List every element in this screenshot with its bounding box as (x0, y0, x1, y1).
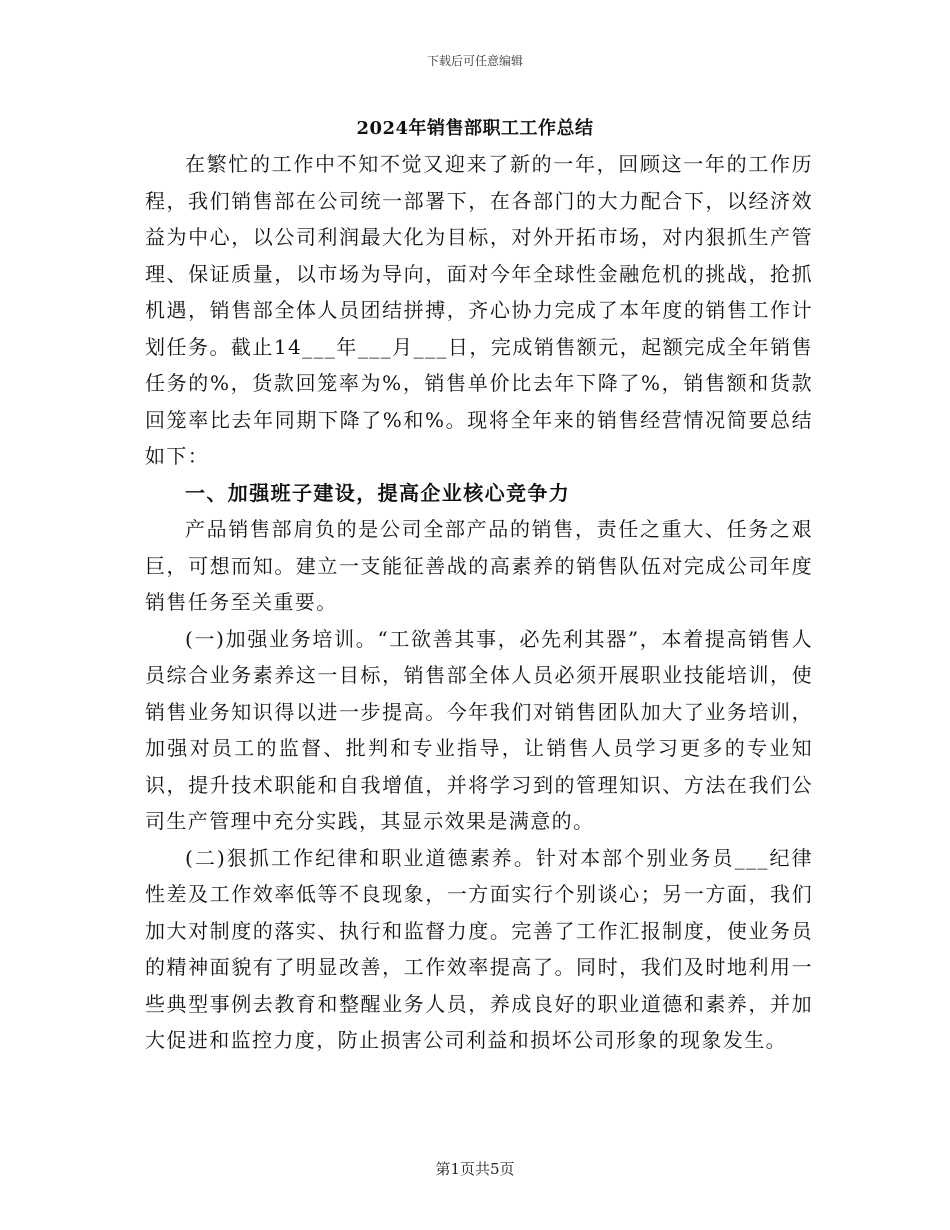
item-1-paragraph: (一)加强业务培训。“工欲善其事，必先利其器”，本着提高销售人员综合业务素养这一目标，销售部全体人员必须开展职业技能培训，使销售业务知识得以进一步提高。今年我们对销售团队加大了业务培训，加强对员工的监督、批判和专业指导，让销售人员学习更多的专业知识，提升技术职能和自我增值，并将学习到的管理知识、方法在我们公司生产管理中充分实践，其显示效果是满意的。 (145, 626, 813, 833)
document-title: 2024年销售部职工工作总结 (356, 118, 594, 139)
item-2-paragraph: (二)狠抓工作纪律和职业道德素养。针对本部个别业务员___纪律性差及工作效率低等不良现象，一方面实行个别谈心；另一方面，我们加大对制度的落实、执行和监督力度。完善了工作汇报制度，使业务员的精神面貌有了明显改善，工作效率提高了。同时，我们及时地利用一些典型事例去教育和整醒业务人员，养成良好的职业道德和素养，并加大促进和监控力度，防止损害公司利益和损坏公司形象的现象发生。 (145, 845, 813, 1052)
document-body (145, 146, 813, 1059)
header-note: 下载后可任意编辑 (426, 54, 523, 68)
intro-paragraph: 在繁忙的工作中不知不觉又迎来了新的一年，回顾这一年的工作历程，我们销售部在公司统一部署下，在各部门的大力配合下，以经济效益为中心，以公司利润最大化为目标，对外开拓市场，对内狠抓生产管理、保证质量，以市场为导向，面对今年全球性金融危机的挑战，抢抓机遇，销售部全体人员团结拼搏，齐心协力完成了本年度的销售工作计划任务。截止14___年___月___日，完成销售额元，起额完成全年销售任务的%，货款回笼率为%，销售单价比去年下降了%，销售额和货款回笼率比去年同期下降了%和%。现将全年来的销售经营情况简要总结如下： (145, 152, 813, 468)
page-number: 第1页共5页 (435, 1160, 515, 1178)
section-heading-1: 一、加强班子建设，提高企业核心竞争力 (185, 480, 571, 505)
section-1-paragraph: 产品销售部肩负的是公司全部产品的销售，责任之重大、任务之艰巨，可想而知。建立一支能征善战的高素养的销售队伍对完成公司年度销售任务至关重要。 (145, 517, 813, 614)
